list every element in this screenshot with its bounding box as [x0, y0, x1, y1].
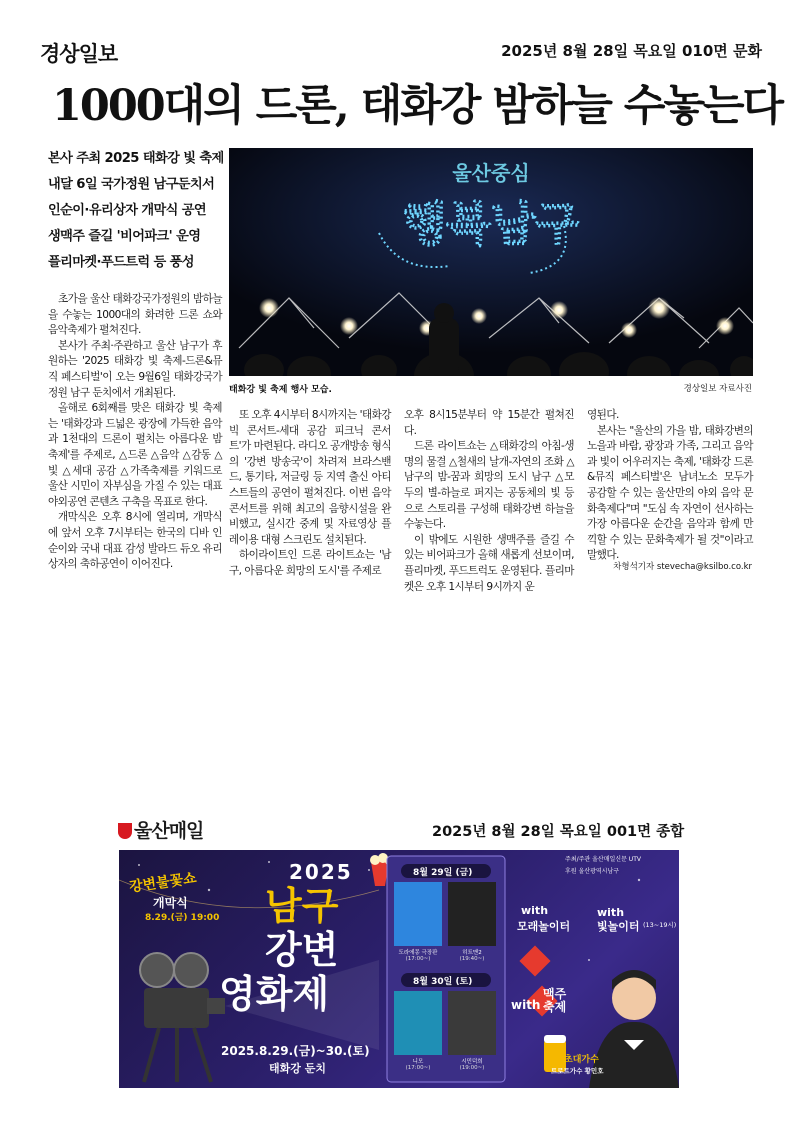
- movie-poster: [448, 882, 496, 946]
- article-column-3: [404, 408, 574, 595]
- festival-year: 2025: [289, 860, 353, 884]
- drone-text-bottom: 행복남구: [402, 197, 580, 251]
- newspaper-masthead-2: [118, 816, 203, 843]
- paragraph: 초가을 울산 태화강국가정원의 밤하늘을 수놓는 1000대의 화려한 드론 쇼와 음악축제가 펼쳐진다.: [48, 293, 222, 337]
- subheading: 본사 주최 2025 태화강 빛 축제: [48, 151, 224, 166]
- movie-time: (17:00~): [405, 956, 431, 962]
- film-festival-advertisement: [119, 850, 679, 1088]
- light-playground-label: 빛놀이터: [597, 920, 640, 933]
- sponsor-host: 주최/주관 울산매일신문 UTV: [565, 856, 641, 863]
- drone-show-illustration: [229, 148, 753, 376]
- photo-credit: 경상일보 자료사진: [683, 384, 752, 394]
- festival-title-line: 영화제: [219, 972, 330, 1016]
- movie-time: (19:00~): [459, 1065, 485, 1071]
- paragraph: 하이라이트인 드론 라이트쇼는 '남구, 아름다운 희망의 도시'를 주제로: [229, 549, 391, 577]
- paragraph: 드론 라이트쇼는 △태화강의 아침-생명의 물결 △철새의 날개-자연의 조화 △남구의 밤-꿈과 희망의 도시 남구 △모두의 별-하늘로 퍼지는 공동체의 빛 등으로 스토리를 구성해 태화강변 하늘을 수놓는다.: [404, 440, 574, 531]
- subheadings: [48, 146, 224, 276]
- opening-label: 개막식: [153, 896, 188, 910]
- movie-poster: [448, 991, 496, 1055]
- paragraph: 또 오후 4시부터 8시까지는 '태화강 빅 콘서트-세대 공감 피크닉 콘서트'가 마련된다. 라디오 공개방송 형식의 '강변 방송국'이 차려져 브라스밴드, 통기타, 저글링 등 지역 출신 아티스트들의 공연이 펼쳐진다. 이번 음악 콘서트를 위해 최고의 음향시설을 완비했고, 실시간 중계 및 자료영상 플레이용 대형 스크린도 설치된다.: [229, 409, 391, 546]
- movie-title: 히트맨2: [462, 950, 482, 956]
- with-label: with: [511, 998, 541, 1012]
- article-column-1: [48, 292, 222, 573]
- masthead-label: 울산매일: [134, 820, 204, 842]
- paragraph: 개막식은 오후 8시에 열리며, 개막식에 앞서 오후 7시부터는 한국의 디바 인순이와 국내 대표 감성 발라드 듀오 유리상자의 축하공연이 이어진다.: [48, 511, 222, 571]
- article-column-2: [229, 408, 391, 580]
- movie-poster: [394, 991, 442, 1055]
- with-label: with: [597, 906, 625, 919]
- festival-dates: 2025.8.29.(금)~30.(토): [221, 1044, 370, 1058]
- subheading: 내달 6일 국가정원 남구둔치서: [48, 177, 215, 192]
- newspaper-masthead: 경상일보: [40, 42, 118, 66]
- paragraph: 영된다.: [587, 409, 619, 421]
- with-label: with: [521, 904, 549, 917]
- movie-title: 도라에몽 극장판: [398, 950, 438, 956]
- drone-text-top: 울산중심: [452, 161, 530, 185]
- festival-venue: 태화강 둔치: [269, 1062, 326, 1075]
- opening-date: 8.29.(금) 19:00: [145, 913, 220, 923]
- paragraph: 본사는 "울산의 가을 밤, 태화강변의 노을과 바람, 광장과 가족, 그리고 음악과 빛이 어우러지는 축제, '태화강 드론&뮤직 페스티벌'은 남녀노소 모두가 공감할 수 있는 울산만의 야외 음악 문화축제다"며 "도심 속 자연이 선사하는 가장 아름다운 순간을 음악과 함께 만끽할 수 있는 문화축제가 될 것"이라고 말했다.: [587, 424, 753, 562]
- sandbox-label: 모래놀이터: [517, 920, 571, 933]
- day2-label: 8월 30일 (토): [413, 977, 473, 987]
- dateline: 2025년 8월 28일 목요일 010면 문화: [501, 42, 762, 60]
- subheading: 생맥주 즐길 '비어파크' 운영: [48, 229, 201, 244]
- movie-poster: [394, 882, 442, 946]
- dateline-2: 2025년 8월 28일 목요일 001면 종합: [432, 824, 685, 840]
- movie-time: (17:00~): [405, 1065, 431, 1071]
- festival-title-line: 강변: [265, 928, 339, 972]
- drone-show-photo: [229, 148, 753, 376]
- paragraph: 올해로 6회째를 맞은 태화강 빛 축제는 '태화강과 드넓은 광장에 가득한 음악과 1천대의 드론이 펼치는 아름다운 밤 축제'를 주제로, △드론 △음악 △감동 △빛 △세대 공감 △가족축제를 키워드로 울산 시민이 자부심을 가질 수 있는 대표 야외공연 콘텐츠 구축을 목표로 한다.: [48, 402, 222, 508]
- paragraph: 오후 8시15분부터 약 15분간 펼쳐진다.: [404, 409, 574, 437]
- logo-mark-icon: [118, 823, 132, 839]
- subheading: 플리마켓·푸드트럭 등 풍성: [48, 255, 194, 270]
- guest-label: 초대가수: [564, 1055, 599, 1065]
- article-column-4: [587, 408, 753, 564]
- sponsor-support: 후원 울산광역시남구: [565, 868, 620, 875]
- light-playground-time: (13~19시): [643, 921, 677, 929]
- day1-label: 8월 29일 (금): [413, 868, 473, 878]
- festival-title-line: 남구: [265, 884, 339, 928]
- movie-title: 시민덕희: [461, 1059, 483, 1065]
- byline: 차형석기자 stevecha@ksilbo.co.kr: [613, 562, 752, 572]
- movie-time: (19:40~): [459, 956, 485, 962]
- photo-caption: 태화강 빛 축제 행사 모습.: [229, 385, 332, 395]
- subheading: 인순이·유리상자 개막식 공연: [48, 203, 207, 218]
- paragraph: 본사가 주최·주관하고 울산 남구가 후원하는 '2025 태화강 빛 축제-드론&뮤직 페스티벌'이 오는 9월6일 태화강국가정원 남구 둔치에서 개최된다.: [48, 339, 222, 399]
- headline: 1000대의 드론, 태화강 밤하늘 수놓는다: [52, 81, 783, 131]
- paragraph: 이 밖에도 시원한 생맥주를 즐길 수 있는 비어파크가 올해 새롭게 선보이며, 플리마켓, 푸드트럭도 운영된다. 플리마켓은 오후 1시부터 9시까지 운: [404, 533, 574, 593]
- beer-festival-label: 맥주 축제: [543, 987, 567, 1014]
- movie-title: 니모: [412, 1059, 424, 1065]
- fireworks-badge: 강변불꽃쇼: [128, 870, 198, 896]
- guest-name: 트로트가수 황민호: [551, 1067, 604, 1075]
